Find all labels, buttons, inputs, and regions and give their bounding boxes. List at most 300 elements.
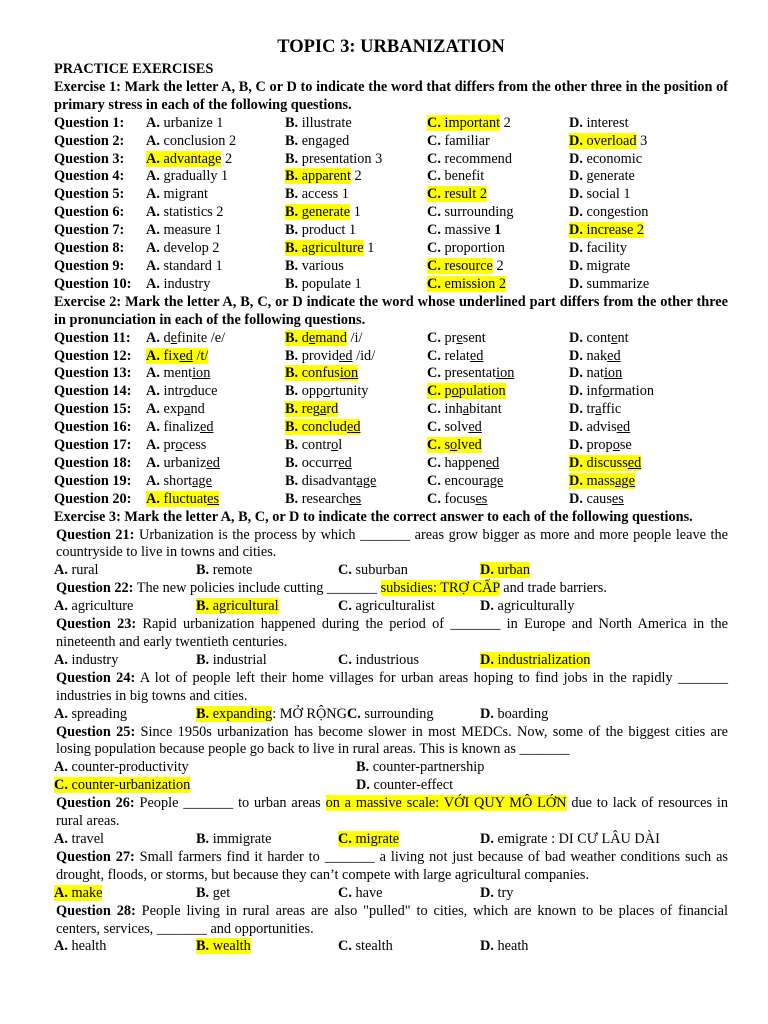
option-text: A. develop 2 (146, 240, 220, 257)
option-letter: A. (146, 490, 160, 507)
option-letter: C. (427, 347, 441, 364)
question-row (54, 383, 728, 401)
option-text: B. industrial (196, 651, 267, 668)
option-letter: D. (569, 132, 583, 149)
option-letter: D. (569, 490, 583, 507)
option-c (338, 831, 480, 849)
option-text: C. encourage (427, 472, 504, 489)
answer-highlight: D. discussed (569, 454, 642, 471)
option-a (146, 437, 285, 455)
question-text: and trade barriers. (499, 580, 607, 597)
option-letter: D. (480, 598, 494, 615)
option-letter: C. (427, 257, 441, 274)
option-letter: B. (285, 454, 299, 471)
option-b (285, 133, 427, 151)
underlined-part: age (483, 472, 504, 489)
underlined-part: o (451, 383, 459, 400)
option-letter: B. (285, 204, 299, 221)
answer-highlight: B. apparent (285, 168, 351, 185)
option-letter: B. (285, 186, 299, 203)
option-d (569, 491, 728, 509)
option-d (569, 383, 728, 401)
option-text: B. illustrate (285, 114, 352, 131)
question-label: Question 21: (56, 526, 135, 543)
option-text: C. surrounding (427, 204, 514, 221)
option-b (285, 365, 427, 383)
option-b (285, 186, 427, 204)
question-row (54, 204, 728, 222)
option-text: C. benefit (427, 168, 485, 185)
option-letter: D. (569, 114, 583, 131)
answer-highlight: D. industrialization (480, 651, 591, 668)
option-letter: D. (569, 365, 583, 382)
option-a (54, 598, 196, 616)
option-text: D. nation (569, 365, 623, 382)
option-letter: A. (146, 240, 160, 257)
option-letter: B. (196, 651, 210, 668)
question-text: Small farmers find it harder to _______ a living not just because of bad weather conditions such as drought, floods, or storms, but because they can’t compete with large agricultural companies. (56, 848, 728, 883)
option-d (569, 401, 728, 419)
option-letter: B. (285, 383, 299, 400)
option-c (427, 383, 569, 401)
option-letter: D. (480, 884, 494, 901)
option-letter: A. (146, 168, 160, 185)
underlined-part: e (308, 329, 316, 346)
option-letter: D. (356, 777, 370, 794)
option-letter: A. (54, 830, 68, 847)
answer-highlight: B. agricultural (196, 598, 279, 615)
question-row (54, 491, 728, 509)
option-b (285, 491, 427, 509)
option-text: A. rural (54, 562, 99, 579)
option-text: A. travel (54, 830, 105, 847)
option-letter: D. (569, 222, 583, 239)
option-b (196, 938, 338, 956)
option-letter: B. (285, 222, 299, 239)
question-text: A lot of people left their home villages for urban areas hoping to find jobs in the rapidly _______ industries in big towns and cities. (56, 669, 728, 704)
option-d (569, 115, 728, 133)
option-text: A. health (54, 938, 107, 955)
question-label: Question 27: (56, 848, 135, 865)
question-text: Urbanization is the process by which _______ areas grow bigger as more and more people leave the countryside to live in towns and cities. (56, 526, 728, 561)
option-text: A. definite /e/ (146, 329, 226, 346)
question-label: Question 17: (54, 437, 132, 454)
option-c (338, 652, 480, 670)
option-text: A. spreading (54, 705, 128, 722)
option-text: A. urbanize 1 (146, 114, 224, 131)
underlined-part: ed (179, 347, 193, 364)
option-letter: C. (427, 365, 441, 382)
option-text: B. get (196, 884, 231, 901)
option-letter: D. (569, 186, 583, 203)
underlined-part: ion (603, 365, 623, 382)
option-letter: B. (285, 150, 299, 167)
underlined-part: ed (338, 454, 352, 471)
option-text: B. occurred (285, 454, 352, 471)
question-stem (54, 724, 728, 760)
option-letter: C. (427, 419, 441, 436)
question-label: Question 25: (56, 723, 136, 740)
option-note: 1 (350, 204, 361, 221)
answer-highlight: A. fluctuates (146, 490, 220, 507)
underlined-part: ed (607, 347, 621, 364)
answer-highlight: B. wealth (196, 938, 251, 955)
option-d (569, 419, 728, 437)
option-letter: A. (146, 347, 160, 364)
option-text: D. interest (569, 114, 629, 131)
question-label: Question 2: (54, 132, 125, 149)
exercise-1-questions (54, 115, 728, 294)
option-letter: A. (146, 454, 160, 471)
underlined-part: age (615, 472, 635, 489)
option-letter: D. (569, 275, 583, 292)
option-b (285, 383, 427, 401)
question-stem (54, 616, 728, 652)
option-c (338, 885, 480, 903)
underlined-part: ed (468, 419, 482, 436)
option-letter: B. (196, 884, 210, 901)
option-text: B. opportunity (285, 383, 369, 400)
options-row (54, 885, 728, 903)
option-letter: A. (146, 132, 160, 149)
option-letter: A. (54, 759, 68, 776)
underlined-part: es (611, 490, 624, 507)
question-text: The new policies include cutting _______ (133, 580, 381, 597)
question-label: Question 11: (54, 329, 131, 346)
answer-highlight: B. agriculture (285, 240, 364, 257)
option-b (285, 348, 427, 366)
option-letter: B. (285, 132, 299, 149)
option-letter: A. (146, 329, 160, 346)
question-label: Question 10: (54, 275, 132, 292)
options-row (54, 562, 728, 580)
underlined-part: e (611, 329, 618, 346)
option-text: D. try (480, 884, 514, 901)
option-letter: D. (480, 705, 494, 722)
option-a (146, 401, 285, 419)
option-letter: C. (338, 598, 352, 615)
question-row (54, 115, 728, 133)
question-label: Question 18: (54, 454, 132, 471)
option-text: A. standard 1 (146, 257, 223, 274)
answer-highlight: B. demand (285, 329, 347, 346)
underlined-part: o (183, 383, 191, 400)
option-letter: A. (54, 938, 68, 955)
option-text: A. measure 1 (146, 222, 222, 239)
question-row (54, 222, 728, 240)
question-label: Question 23: (56, 616, 137, 633)
option-text: D. summarize (569, 275, 650, 292)
question-stem (54, 903, 728, 939)
option-text: B. presentation 3 (285, 150, 383, 167)
question-label: Question 4: (54, 168, 125, 185)
option-d (480, 831, 728, 849)
option-b (285, 240, 427, 258)
option-letter: B. (285, 240, 299, 257)
option-letter: C. (427, 168, 441, 185)
option-letter: B. (196, 562, 210, 579)
option-c (427, 491, 569, 509)
option-d (569, 365, 728, 383)
option-letter: B. (285, 275, 299, 292)
option-d (569, 276, 728, 294)
option-letter: B. (285, 168, 299, 185)
option-letter: C. (338, 562, 352, 579)
option-letter: A. (146, 383, 160, 400)
answer-highlight: B. regard (285, 401, 339, 418)
option-d (569, 258, 728, 276)
question-row (54, 151, 728, 169)
options-row (54, 598, 728, 616)
option-text: D. generate (569, 168, 635, 185)
option-d (569, 455, 728, 473)
option-d (569, 133, 728, 151)
option-text: D. counter-effect (356, 777, 454, 794)
underlined-part: es (207, 490, 220, 507)
option-letter: D. (569, 150, 583, 167)
option-c (427, 455, 569, 473)
option-text: A. industry (146, 275, 211, 292)
options-row (54, 777, 728, 795)
option-c (338, 598, 480, 616)
answer-highlight: B. generate (285, 204, 351, 221)
options-row (54, 759, 728, 777)
question-label: Question 1: (54, 114, 125, 131)
exercise-2-instruction: Exercise 2: Mark the letter A, B, C, or D indicate the word whose underlined part differs from the other three in pronunciation in each of the following questions. (54, 293, 728, 328)
answer-highlight: D. overload (569, 132, 637, 149)
option-letter: C. (427, 222, 441, 239)
question-row (54, 473, 728, 491)
option-d (569, 186, 728, 204)
option-letter: C. (338, 830, 352, 847)
question-text: Rapid urbanization happened during the period of _______ in Europe and North America in the nineteenth and early twentieth centuries. (56, 616, 728, 650)
vocab-highlight: on a massive scale: VỚI QUY MÔ LỚN (325, 795, 567, 812)
option-a (146, 222, 285, 240)
question-label: Question 24: (56, 669, 136, 686)
option-letter: A. (54, 598, 68, 615)
option-a (146, 330, 285, 348)
option-letter: D. (480, 830, 494, 847)
option-text: D. facility (569, 240, 627, 257)
question-stem (54, 527, 728, 563)
option-a (146, 491, 285, 509)
options-row (54, 938, 728, 956)
option-text: A. industry (54, 651, 119, 668)
option-b (285, 455, 427, 473)
question-stem (54, 670, 728, 706)
question-row (54, 133, 728, 151)
answer-highlight: C. resource (427, 257, 493, 274)
option-note: 1 (490, 222, 502, 239)
option-letter: C. (54, 777, 68, 794)
question-row (54, 365, 728, 383)
option-letter: A. (146, 204, 160, 221)
option-b (356, 759, 728, 777)
question-row (54, 419, 728, 437)
option-b (285, 437, 427, 455)
option-c (427, 168, 569, 186)
option-letter: D. (569, 383, 583, 400)
option-letter: C. (427, 114, 441, 131)
option-letter: B. (285, 472, 299, 489)
option-text: D. social 1 (569, 186, 631, 203)
option-letter: C. (427, 401, 441, 418)
option-letter: B. (356, 759, 370, 776)
option-b (196, 598, 338, 616)
question-row (54, 186, 728, 204)
option-a (54, 938, 196, 956)
option-d (356, 777, 728, 795)
option-a (54, 652, 196, 670)
option-letter: B. (285, 329, 299, 346)
underlined-part: o (323, 383, 331, 400)
option-b (285, 330, 427, 348)
option-text: C. agriculturalist (338, 598, 435, 615)
question-label: Question 16: (54, 419, 132, 436)
option-b (196, 885, 338, 903)
option-text: B. immigrate (196, 830, 272, 847)
option-c (427, 133, 569, 151)
underlined-part: ed (627, 454, 642, 471)
option-c (427, 222, 569, 240)
option-letter: A. (146, 275, 160, 292)
option-text: C. solved (427, 419, 482, 436)
option-a (146, 258, 285, 276)
question-label: Question 28: (56, 902, 136, 919)
answer-highlight: B. confusion (285, 365, 359, 382)
answer-highlight: C. solved (427, 437, 482, 454)
question-stem (54, 795, 728, 831)
exercise-1-instruction: Exercise 1: Mark the letter A, B, C or D to indicate the word that differs from the other three in the position of primary stress in each of the following questions. (54, 78, 728, 113)
page-title: TOPIC 3: URBANIZATION (277, 37, 505, 57)
question-row (54, 240, 728, 258)
option-text: A. agriculture (54, 598, 134, 615)
option-letter: D. (480, 651, 494, 668)
underlined-part: o (602, 383, 610, 400)
option-letter: C. (427, 150, 441, 167)
underlined-part: a (595, 401, 602, 418)
option-c (427, 330, 569, 348)
option-a (146, 115, 285, 133)
option-text: A. counter-productivity (54, 759, 189, 776)
option-letter: D. (569, 437, 583, 454)
answer-highlight: A. advantage (146, 150, 222, 167)
option-b (196, 831, 338, 849)
option-a (146, 151, 285, 169)
option-b (196, 562, 338, 580)
question-stem (54, 849, 728, 885)
option-letter: D. (569, 204, 583, 221)
option-letter: C. (427, 132, 441, 149)
option-letter: A. (54, 562, 68, 579)
underlined-part: ion (496, 365, 515, 382)
question-row (54, 437, 728, 455)
option-letter: A. (54, 705, 68, 722)
option-letter: B. (285, 347, 299, 364)
option-letter: A. (146, 114, 160, 131)
option-d (569, 240, 728, 258)
question-stem (54, 580, 728, 598)
question-text: due to lack of resources in rural areas. (56, 795, 728, 830)
answer-highlight: C. result 2 (427, 186, 487, 203)
option-a (54, 885, 196, 903)
option-c (427, 419, 569, 437)
question-label: Question 26: (56, 795, 135, 812)
question-label: Question 20: (54, 490, 132, 507)
option-text: A. mention (146, 365, 211, 382)
option-letter: D. (569, 419, 583, 436)
underlined-part: es (475, 490, 488, 507)
underlined-part: ed (616, 419, 631, 436)
option-letter: C. (427, 204, 441, 221)
option-c (427, 276, 569, 294)
option-a (146, 419, 285, 437)
option-b (285, 222, 427, 240)
options-row (54, 652, 728, 670)
option-text: C. have (338, 884, 383, 901)
underlined-part: a (184, 401, 191, 418)
option-letter: D. (569, 401, 583, 418)
option-d (569, 437, 728, 455)
option-letter: A. (146, 419, 160, 436)
option-note: 2 (350, 168, 362, 185)
underlined-part: ed (485, 454, 500, 471)
question-row (54, 455, 728, 473)
option-b (285, 204, 427, 222)
question-label: Question 9: (54, 257, 125, 274)
option-c (54, 777, 356, 795)
option-letter: A. (146, 222, 160, 239)
option-c (427, 204, 569, 222)
exercise-2-questions (54, 330, 728, 509)
answer-highlight: C. emission 2 (427, 275, 507, 292)
option-text: D. migrate (569, 257, 631, 274)
underlined-part: ed (469, 347, 484, 364)
option-text: B. product 1 (285, 222, 357, 239)
question-label: Question 14: (54, 383, 132, 400)
option-text: C. related (427, 347, 484, 364)
question-label: Question 22: (56, 580, 134, 597)
question-row (54, 168, 728, 186)
answer-highlight: B. concluded (285, 419, 361, 436)
option-text: A. gradually 1 (146, 168, 229, 185)
option-letter: A. (146, 150, 160, 167)
option-b (285, 473, 427, 491)
underlined-part: ion (192, 365, 211, 382)
question-label: Question 6: (54, 204, 125, 221)
option-text: C. focuses (427, 490, 488, 507)
question-row (54, 401, 728, 419)
option-note: 3 (636, 132, 648, 149)
option-text: A. process (146, 437, 207, 454)
option-d (480, 938, 728, 956)
option-a (54, 706, 196, 724)
option-text: A. expand (146, 401, 205, 418)
answer-highlight: C. counter-urbanization (54, 777, 191, 794)
option-text: D. heath (480, 938, 529, 955)
answer-highlight: C. migrate (338, 830, 400, 847)
answer-highlight: A. fixed /t/ (146, 347, 209, 364)
option-letter: C. (427, 275, 441, 292)
question-row (54, 258, 728, 276)
option-letter: A. (146, 401, 160, 418)
underlined-part: e (170, 329, 177, 346)
question-text: People living in rural areas are also "pulled" to cities, which are known to be places of financial centers, services, _______ and opportunities. (56, 902, 729, 937)
option-text: D. emigrate : DI CƯ LÂU DÀI (480, 830, 660, 847)
underlined-part: e (456, 329, 463, 346)
option-text: C. recommend (427, 150, 512, 167)
option-b (285, 168, 427, 186)
